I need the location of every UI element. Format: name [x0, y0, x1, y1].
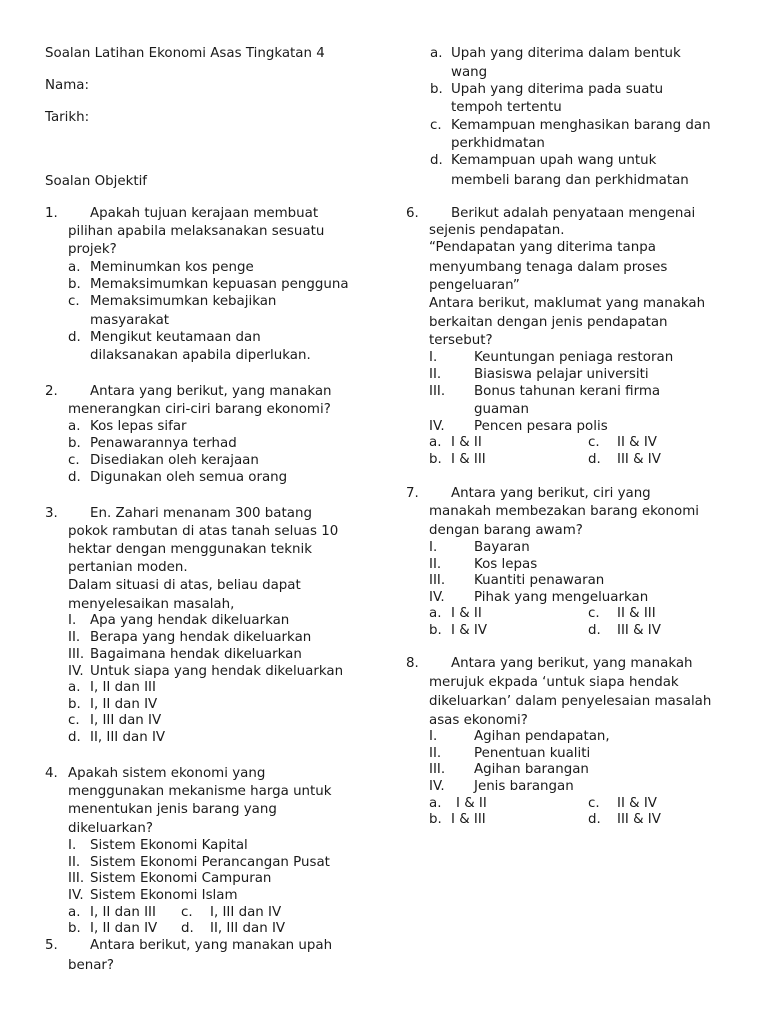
roman-text: Sistem Ekonomi Kapital: [90, 838, 248, 853]
option-key: d.: [68, 470, 81, 485]
question-number: 5.: [45, 938, 58, 953]
option-key: d.: [430, 153, 443, 168]
option-key: b.: [68, 697, 81, 712]
option-text: Memaksimumkan kepuasan pengguna: [90, 277, 349, 292]
option-key: a.: [68, 419, 81, 434]
roman-key: II.: [429, 557, 442, 572]
option-text: Upah yang diterima dalam bentuk: [451, 46, 681, 61]
question-stem-line: Antara yang berikut, ciri yang: [451, 486, 651, 501]
question-number: 3.: [45, 506, 58, 521]
roman-key: IV.: [429, 779, 445, 794]
option-text: wang: [451, 65, 488, 80]
question-stem-line: dengan barang awam?: [429, 523, 583, 538]
option-key: c.: [68, 453, 80, 468]
roman-key: IV.: [68, 664, 84, 679]
option-text: Mengikut keutamaan dan: [90, 330, 261, 345]
question-stem-line: asas ekonomi?: [429, 713, 528, 728]
roman-key: II.: [429, 367, 442, 382]
question-stem-line: benar?: [68, 958, 115, 973]
question-stem-line: pengeluaran”: [429, 278, 520, 293]
roman-text: Pencen pesara polis: [474, 419, 608, 434]
name-label: Nama:: [45, 78, 89, 93]
question-stem-line: berkaitan dengan jenis pendapatan: [429, 315, 668, 330]
roman-key: I.: [429, 729, 438, 744]
option-text: Memaksimumkan kebajikan: [90, 294, 277, 309]
option-text: Digunakan oleh semua orang: [90, 470, 288, 485]
roman-text: Bonus tahunan kerani firma: [474, 384, 661, 399]
option-key: c.: [68, 294, 80, 309]
question-number: 8.: [406, 656, 419, 671]
option-key: c.: [588, 606, 600, 621]
roman-text: Apa yang hendak dikeluarkan: [90, 613, 290, 628]
option-text: II, III dan IV: [90, 730, 166, 745]
option-key: b.: [429, 452, 442, 467]
option-key: b.: [429, 623, 442, 638]
roman-text: Kos lepas: [474, 557, 538, 572]
roman-key: III.: [68, 871, 85, 886]
question-stem-line: “Pendapatan yang diterima tanpa: [429, 240, 656, 255]
option-text: I & II: [451, 606, 482, 621]
roman-text: Agihan barangan: [474, 762, 589, 777]
question-stem-line: pertanian moden.: [68, 560, 188, 575]
question-stem-line: Apakah tujuan kerajaan membuat: [90, 206, 319, 221]
roman-key: III.: [429, 384, 446, 399]
page-title: Soalan Latihan Ekonomi Asas Tingkatan 4: [45, 46, 325, 61]
question-stem-line: pokok rambutan di atas tanah seluas 10: [68, 524, 339, 539]
option-text: II & IV: [617, 796, 657, 811]
roman-text: Jenis barangan: [474, 779, 574, 794]
option-text: III & IV: [617, 452, 661, 467]
option-key: b.: [68, 436, 81, 451]
question-stem-line: Antara yang berikut, yang manakah: [451, 656, 693, 671]
question-number: 7.: [406, 486, 419, 501]
option-text: II, III dan IV: [210, 921, 286, 936]
question-stem-line: dikeluarkan’ dalam penyelesaian masalah: [429, 694, 712, 709]
option-key: c.: [588, 796, 600, 811]
roman-key: I.: [429, 540, 438, 555]
option-text: II & III: [617, 606, 656, 621]
option-key: a.: [429, 796, 442, 811]
option-text: I, II dan III: [90, 905, 156, 920]
option-key: c.: [588, 435, 600, 450]
option-text: II & IV: [617, 435, 657, 450]
question-stem-line: Antara berikut, maklumat yang manakah: [429, 296, 706, 311]
roman-text: Kuantiti penawaran: [474, 573, 605, 588]
option-text: membeli barang dan perkhidmatan: [451, 173, 689, 188]
option-text: Disediakan oleh kerajaan: [90, 453, 259, 468]
question-stem-line: En. Zahari menanam 300 batang: [90, 506, 312, 521]
question-stem-line: hektar dengan menggunakan teknik: [68, 542, 312, 557]
roman-key: IV.: [429, 590, 445, 605]
question-stem-line: Dalam situasi di atas, beliau dapat: [68, 578, 301, 593]
option-key: b.: [430, 82, 443, 97]
question-stem-line: Antara berikut, yang manakan upah: [90, 938, 333, 953]
roman-key: II.: [68, 855, 81, 870]
roman-text: guaman: [474, 402, 529, 417]
option-text: dilaksanakan apabila diperlukan.: [90, 348, 311, 363]
option-key: d.: [588, 623, 601, 638]
option-text: III & IV: [617, 623, 661, 638]
roman-text: Penentuan kualiti: [474, 746, 591, 761]
option-text: I, II dan IV: [90, 921, 158, 936]
option-text: III & IV: [617, 812, 661, 827]
question-stem-line: Berikut adalah penyataan mengenai: [451, 206, 696, 221]
option-text: tempoh tertentu: [451, 100, 562, 115]
roman-text: Untuk siapa yang hendak dikeluarkan: [90, 664, 344, 679]
question-number: 2.: [45, 384, 58, 399]
option-text: masyarakat: [90, 313, 170, 328]
roman-key: IV.: [68, 888, 84, 903]
option-key: c.: [430, 118, 442, 133]
option-key: a.: [430, 46, 443, 61]
option-text: Meminumkan kos penge: [90, 260, 254, 275]
option-text: I & III: [451, 452, 486, 467]
roman-text: Agihan pendapatan,: [474, 729, 610, 744]
question-stem-line: menggunakan mekanisme harga untuk: [68, 784, 332, 799]
roman-key: III.: [429, 573, 446, 588]
option-key: a.: [68, 260, 81, 275]
question-stem-line: merujuk ekpada ‘untuk siapa hendak: [429, 675, 679, 690]
question-number: 6.: [406, 206, 419, 221]
question-number: 1.: [45, 206, 58, 221]
option-key: a.: [68, 680, 81, 695]
option-key: d.: [588, 812, 601, 827]
option-key: c.: [181, 905, 193, 920]
option-key: c.: [68, 713, 80, 728]
question-stem-line: menyelesaikan masalah,: [68, 597, 235, 612]
option-text: Penawarannya terhad: [90, 436, 237, 451]
roman-text: Sistem Ekonomi Campuran: [90, 871, 272, 886]
roman-key: II.: [429, 746, 442, 761]
question-stem-line: Apakah sistem ekonomi yang: [68, 766, 266, 781]
option-text: Kos lepas sifar: [90, 419, 187, 434]
roman-text: Berapa yang hendak dikeluarkan: [90, 630, 312, 645]
option-text: I & II: [456, 796, 487, 811]
question-stem-line: Antara yang berikut, yang manakan: [90, 384, 332, 399]
roman-key: I.: [429, 350, 438, 365]
roman-text: Pihak yang mengeluarkan: [474, 590, 649, 605]
roman-key: I.: [68, 838, 77, 853]
option-key: a.: [429, 435, 442, 450]
option-key: d.: [68, 330, 81, 345]
option-text: I, III dan IV: [90, 713, 162, 728]
option-text: I, II dan III: [90, 680, 156, 695]
roman-text: Bagaimana hendak dikeluarkan: [90, 647, 302, 662]
roman-key: II.: [68, 630, 81, 645]
roman-text: Bayaran: [474, 540, 530, 555]
option-key: d.: [181, 921, 194, 936]
option-key: d.: [588, 452, 601, 467]
option-key: a.: [68, 905, 81, 920]
question-stem-line: projek?: [68, 242, 117, 257]
roman-key: I.: [68, 613, 77, 628]
roman-key: III.: [429, 762, 446, 777]
date-label: Tarikh:: [45, 110, 90, 125]
question-number: 4.: [45, 766, 58, 781]
question-stem-line: dikeluarkan?: [68, 821, 153, 836]
question-stem-line: menerangkan ciri-ciri barang ekonomi?: [68, 402, 331, 417]
option-key: b.: [68, 277, 81, 292]
question-stem-line: manakah membezakan barang ekonomi: [429, 504, 699, 519]
section-heading: Soalan Objektif: [45, 174, 148, 189]
option-text: I & IV: [451, 623, 488, 638]
roman-text: Sistem Ekonomi Perancangan Pusat: [90, 855, 330, 870]
option-text: perkhidmatan: [451, 136, 545, 151]
option-text: Upah yang diterima pada suatu: [451, 82, 664, 97]
roman-text: Biasiswa pelajar universiti: [474, 367, 649, 382]
option-text: I, II dan IV: [90, 697, 158, 712]
roman-text: Keuntungan peniaga restoran: [474, 350, 674, 365]
roman-key: IV.: [429, 419, 445, 434]
question-stem-line: sejenis pendapatan.: [429, 223, 565, 238]
roman-text: Sistem Ekonomi Islam: [90, 888, 238, 903]
question-stem-line: menentukan jenis barang yang: [68, 802, 277, 817]
option-text: Kemampuan menghasikan barang dan: [451, 118, 711, 133]
question-stem-line: menyumbang tenaga dalam proses: [429, 260, 668, 275]
question-stem-line: pilihan apabila melaksanakan sesuatu: [68, 224, 325, 239]
option-text: I & II: [451, 435, 482, 450]
roman-key: III.: [68, 647, 85, 662]
option-key: a.: [429, 606, 442, 621]
option-text: I & III: [451, 812, 486, 827]
option-text: Kemampuan upah wang untuk: [451, 153, 657, 168]
option-key: b.: [429, 812, 442, 827]
option-text: I, III dan IV: [210, 905, 282, 920]
option-key: b.: [68, 921, 81, 936]
question-stem-line: tersebut?: [429, 333, 493, 348]
option-key: d.: [68, 730, 81, 745]
